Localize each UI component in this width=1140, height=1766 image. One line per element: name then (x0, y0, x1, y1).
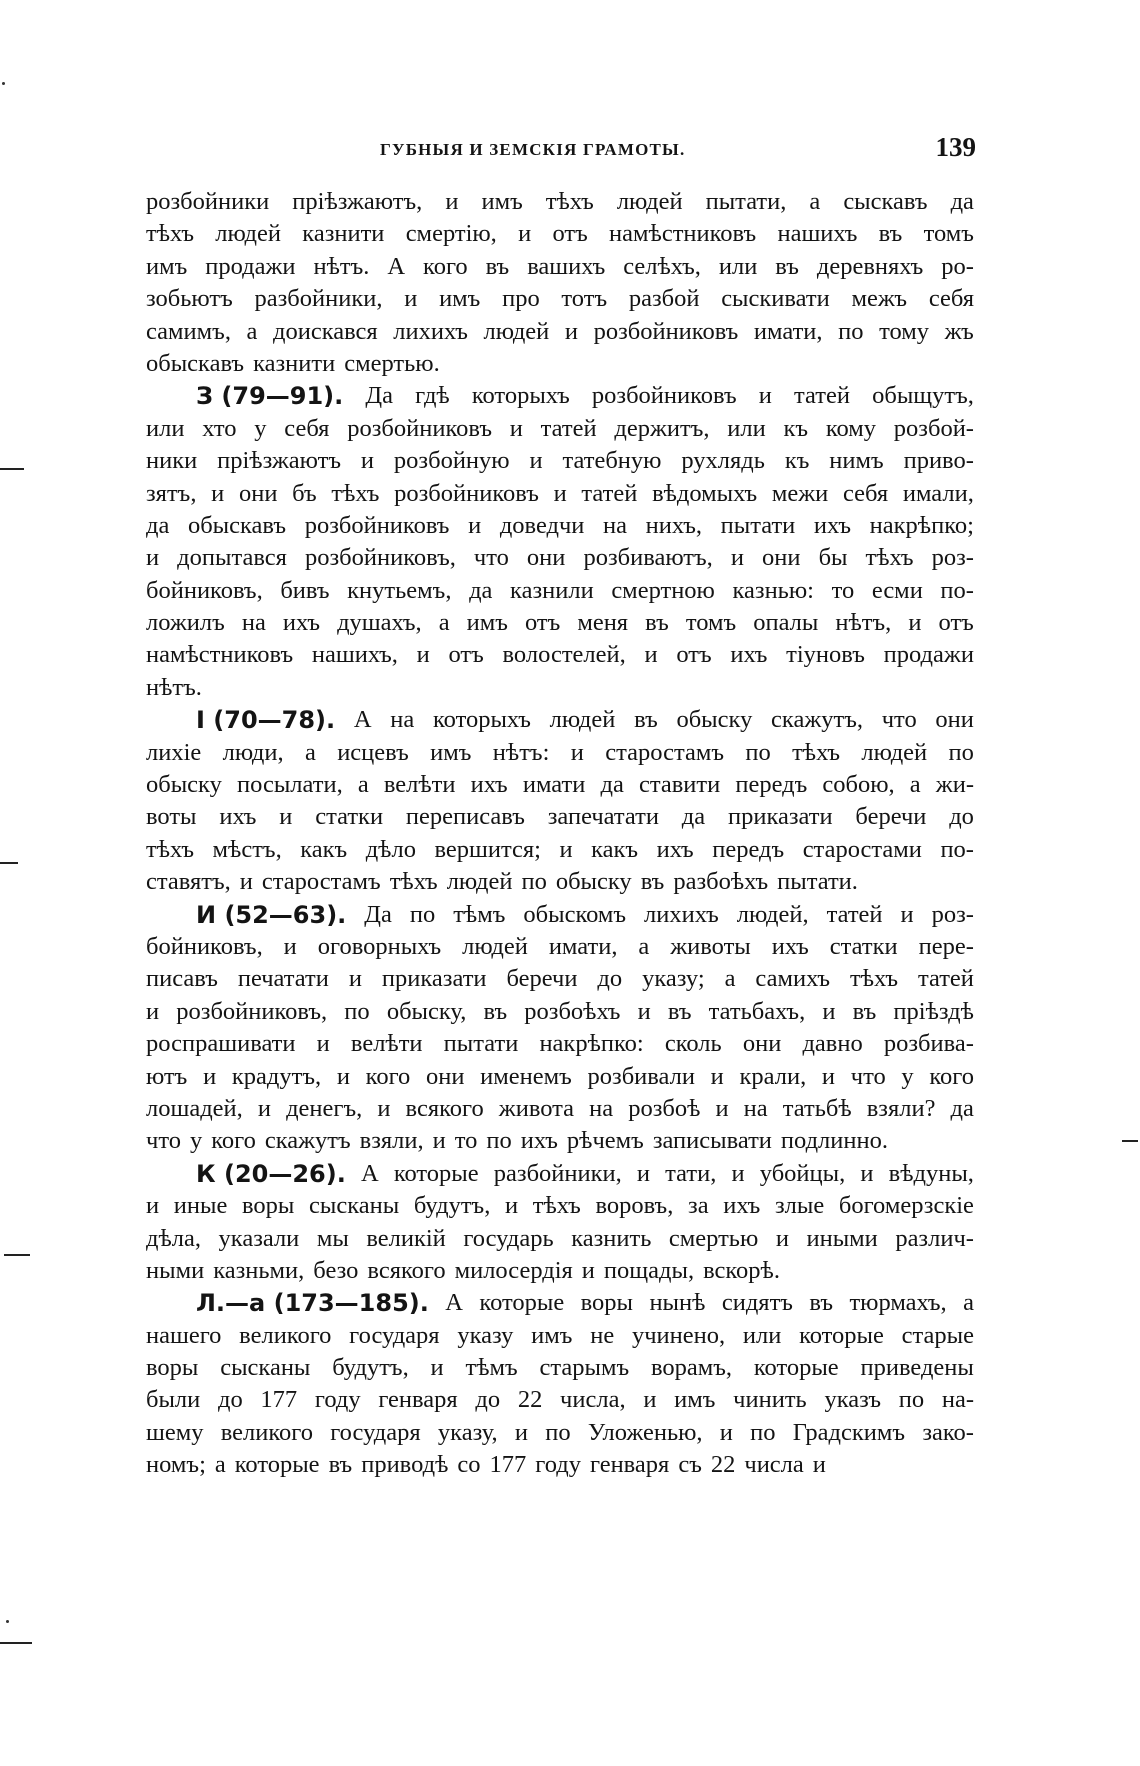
text-line: бойниковъ, бивъ кнутьемъ, да казнили смертною казнью: то есми по- (146, 576, 974, 604)
paragraph-marker: К (20—26). (196, 1159, 346, 1188)
text-line (146, 1255, 974, 1287)
text-line: воры сысканы будутъ, и тѣмъ старымъ ворамъ, которые приведены (146, 1354, 974, 1382)
text-line: тѣхъ мѣстъ, какъ дѣло вершится; и какъ ихъ передъ старостами по- (146, 835, 974, 863)
text-line: и иные воры сысканы будутъ, и тѣхъ воровъ, за ихъ злые богомерзскіе (146, 1192, 974, 1220)
text-line: писавъ печатати и приказати беречи до указу; а самихъ тѣхъ татей (146, 965, 974, 993)
paragraph-marker: З (79—91). (196, 382, 344, 411)
margin-mark (2, 82, 5, 85)
text-line: зятъ, и они бъ тѣхъ розбойниковъ и татей вѣдомыхъ межи себя имали, (146, 479, 974, 507)
text-line: зобьютъ разбойники, и имъ про тотъ разбой сыскивати межъ себя (146, 285, 974, 313)
text-line: Л.—а (173—185). А которые воры нынѣ сидятъ въ тюрмахъ, а (146, 1287, 974, 1319)
margin-mark (4, 1254, 30, 1256)
text-line: или хто у себя розбойниковъ и татей держитъ, или къ кому розбой- (146, 414, 974, 442)
line-text: ставятъ, и старостамъ тѣхъ людей по обыску въ разбоѣхъ пытати. (146, 868, 858, 896)
text-line: тѣхъ людей казнити смертію, и отъ намѣстниковъ нашихъ въ томъ (146, 220, 974, 248)
line-text: что у кого скажутъ взяли, и то по ихъ рѣчемъ записывати подлинно. (146, 1127, 888, 1155)
text-line: нашего великого государя указу имъ не учинено, или которые старые (146, 1321, 974, 1349)
text-line: К (20—26). А которые разбойники, и тати, и убойцы, и вѣдуны, (146, 1158, 974, 1190)
text-line: были до 177 году генваря до 22 числа, и имъ чинить указъ по на- (146, 1386, 974, 1414)
body-text (146, 186, 974, 1482)
text-line: дѣла, указали мы великій государь казнить смертью и иными различ- (146, 1224, 974, 1252)
text-line: имъ продажи нѣтъ. А кого въ вашихъ селѣхъ, или въ деревняхъ ро- (146, 252, 974, 280)
text-line (146, 1125, 974, 1157)
text-line: воты ихъ и статки переписавъ запечатати да приказати беречи до (146, 803, 974, 831)
text-line: шему великого государя указу, и по Уложенью, и по Градскимъ зако- (146, 1418, 974, 1446)
text-line (146, 672, 974, 704)
text-line: розбойники пріѣзжаютъ, и имъ тѣхъ людей пытати, а сыскавъ да (146, 188, 974, 215)
running-title: ГУБНЫЯ И ЗЕМСКІЯ ГРАМОТЫ. (380, 140, 686, 159)
margin-mark (0, 1642, 32, 1644)
line-text: ными казньми, безо всякого милосердія и пощады, вскорѣ. (146, 1256, 780, 1284)
margin-mark (1122, 1140, 1138, 1142)
text-line: и допытався розбойниковъ, что они розбиваютъ, и они бы тѣхъ роз- (146, 544, 974, 572)
text-line: И (52—63). Да по тѣмъ обыскомъ лихихъ людей, татей и роз- (146, 899, 974, 931)
page-number: 139 (935, 132, 976, 162)
text-line: ложилъ на ихъ душахъ, а имъ отъ меня въ томъ опалы нѣтъ, и отъ (146, 609, 974, 637)
text-line: I (70—78). А на которыхъ людей въ обыску скажутъ, что они (146, 704, 974, 736)
text-line: да обыскавъ розбойниковъ и доведчи на нихъ, пытати ихъ накрѣпко; (146, 511, 974, 539)
text-line: З (79—91). Да гдѣ которыхъ розбойниковъ и татей обыщутъ, (146, 380, 974, 412)
margin-mark (0, 862, 18, 864)
text-line: и розбойниковъ, по обыску, въ розбоѣхъ и въ татьбахъ, и въ пріѣздѣ (146, 997, 974, 1025)
text-line: лошадей, и денегъ, и всякого живота на розбоѣ и на татьбѣ взяли? да (146, 1094, 974, 1122)
text-line: бойниковъ, и оговорныхъ людей имати, а животы ихъ статки пере- (146, 932, 974, 960)
page-header (140, 132, 976, 172)
text-line: роспрашивати и велѣти пытати накрѣпко: сколь они давно розбива- (146, 1030, 974, 1058)
text-line: самимъ, а доискався лихихъ людей и розбойниковъ имати, по тому жъ (146, 317, 974, 345)
text-line: ники пріѣзжаютъ и розбойную и татебную рухлядь къ нимъ приво- (146, 447, 974, 475)
text-line (146, 348, 974, 380)
line-text: номъ; а которые въ приводѣ со 177 году генваря съ 22 числа и (146, 1451, 826, 1479)
text-line: лихіе люди, а исцевъ имъ нѣтъ: и старостамъ по тѣхъ людей по (146, 738, 974, 766)
text-line (146, 1449, 974, 1481)
margin-mark (0, 468, 24, 470)
paragraph-marker: И (52—63). (196, 900, 347, 929)
paragraph-marker: I (70—78). (196, 706, 336, 735)
text-line (146, 866, 974, 898)
paragraph-marker: Л.—а (173—185). (196, 1289, 429, 1318)
margin-mark (6, 1620, 9, 1623)
text-line: обыску посылати, а велѣти ихъ имати да ставити передъ собою, а жи- (146, 771, 974, 799)
text-line: намѣстниковъ нашихъ, и отъ волостелей, и отъ ихъ тіуновъ продажи (146, 641, 974, 669)
line-text: нѣтъ. (146, 673, 202, 701)
line-text: обыскавъ казнити смертью. (146, 349, 440, 377)
text-line: ютъ и крадутъ, и кого они именемъ розбивали и крали, и что у кого (146, 1062, 974, 1090)
